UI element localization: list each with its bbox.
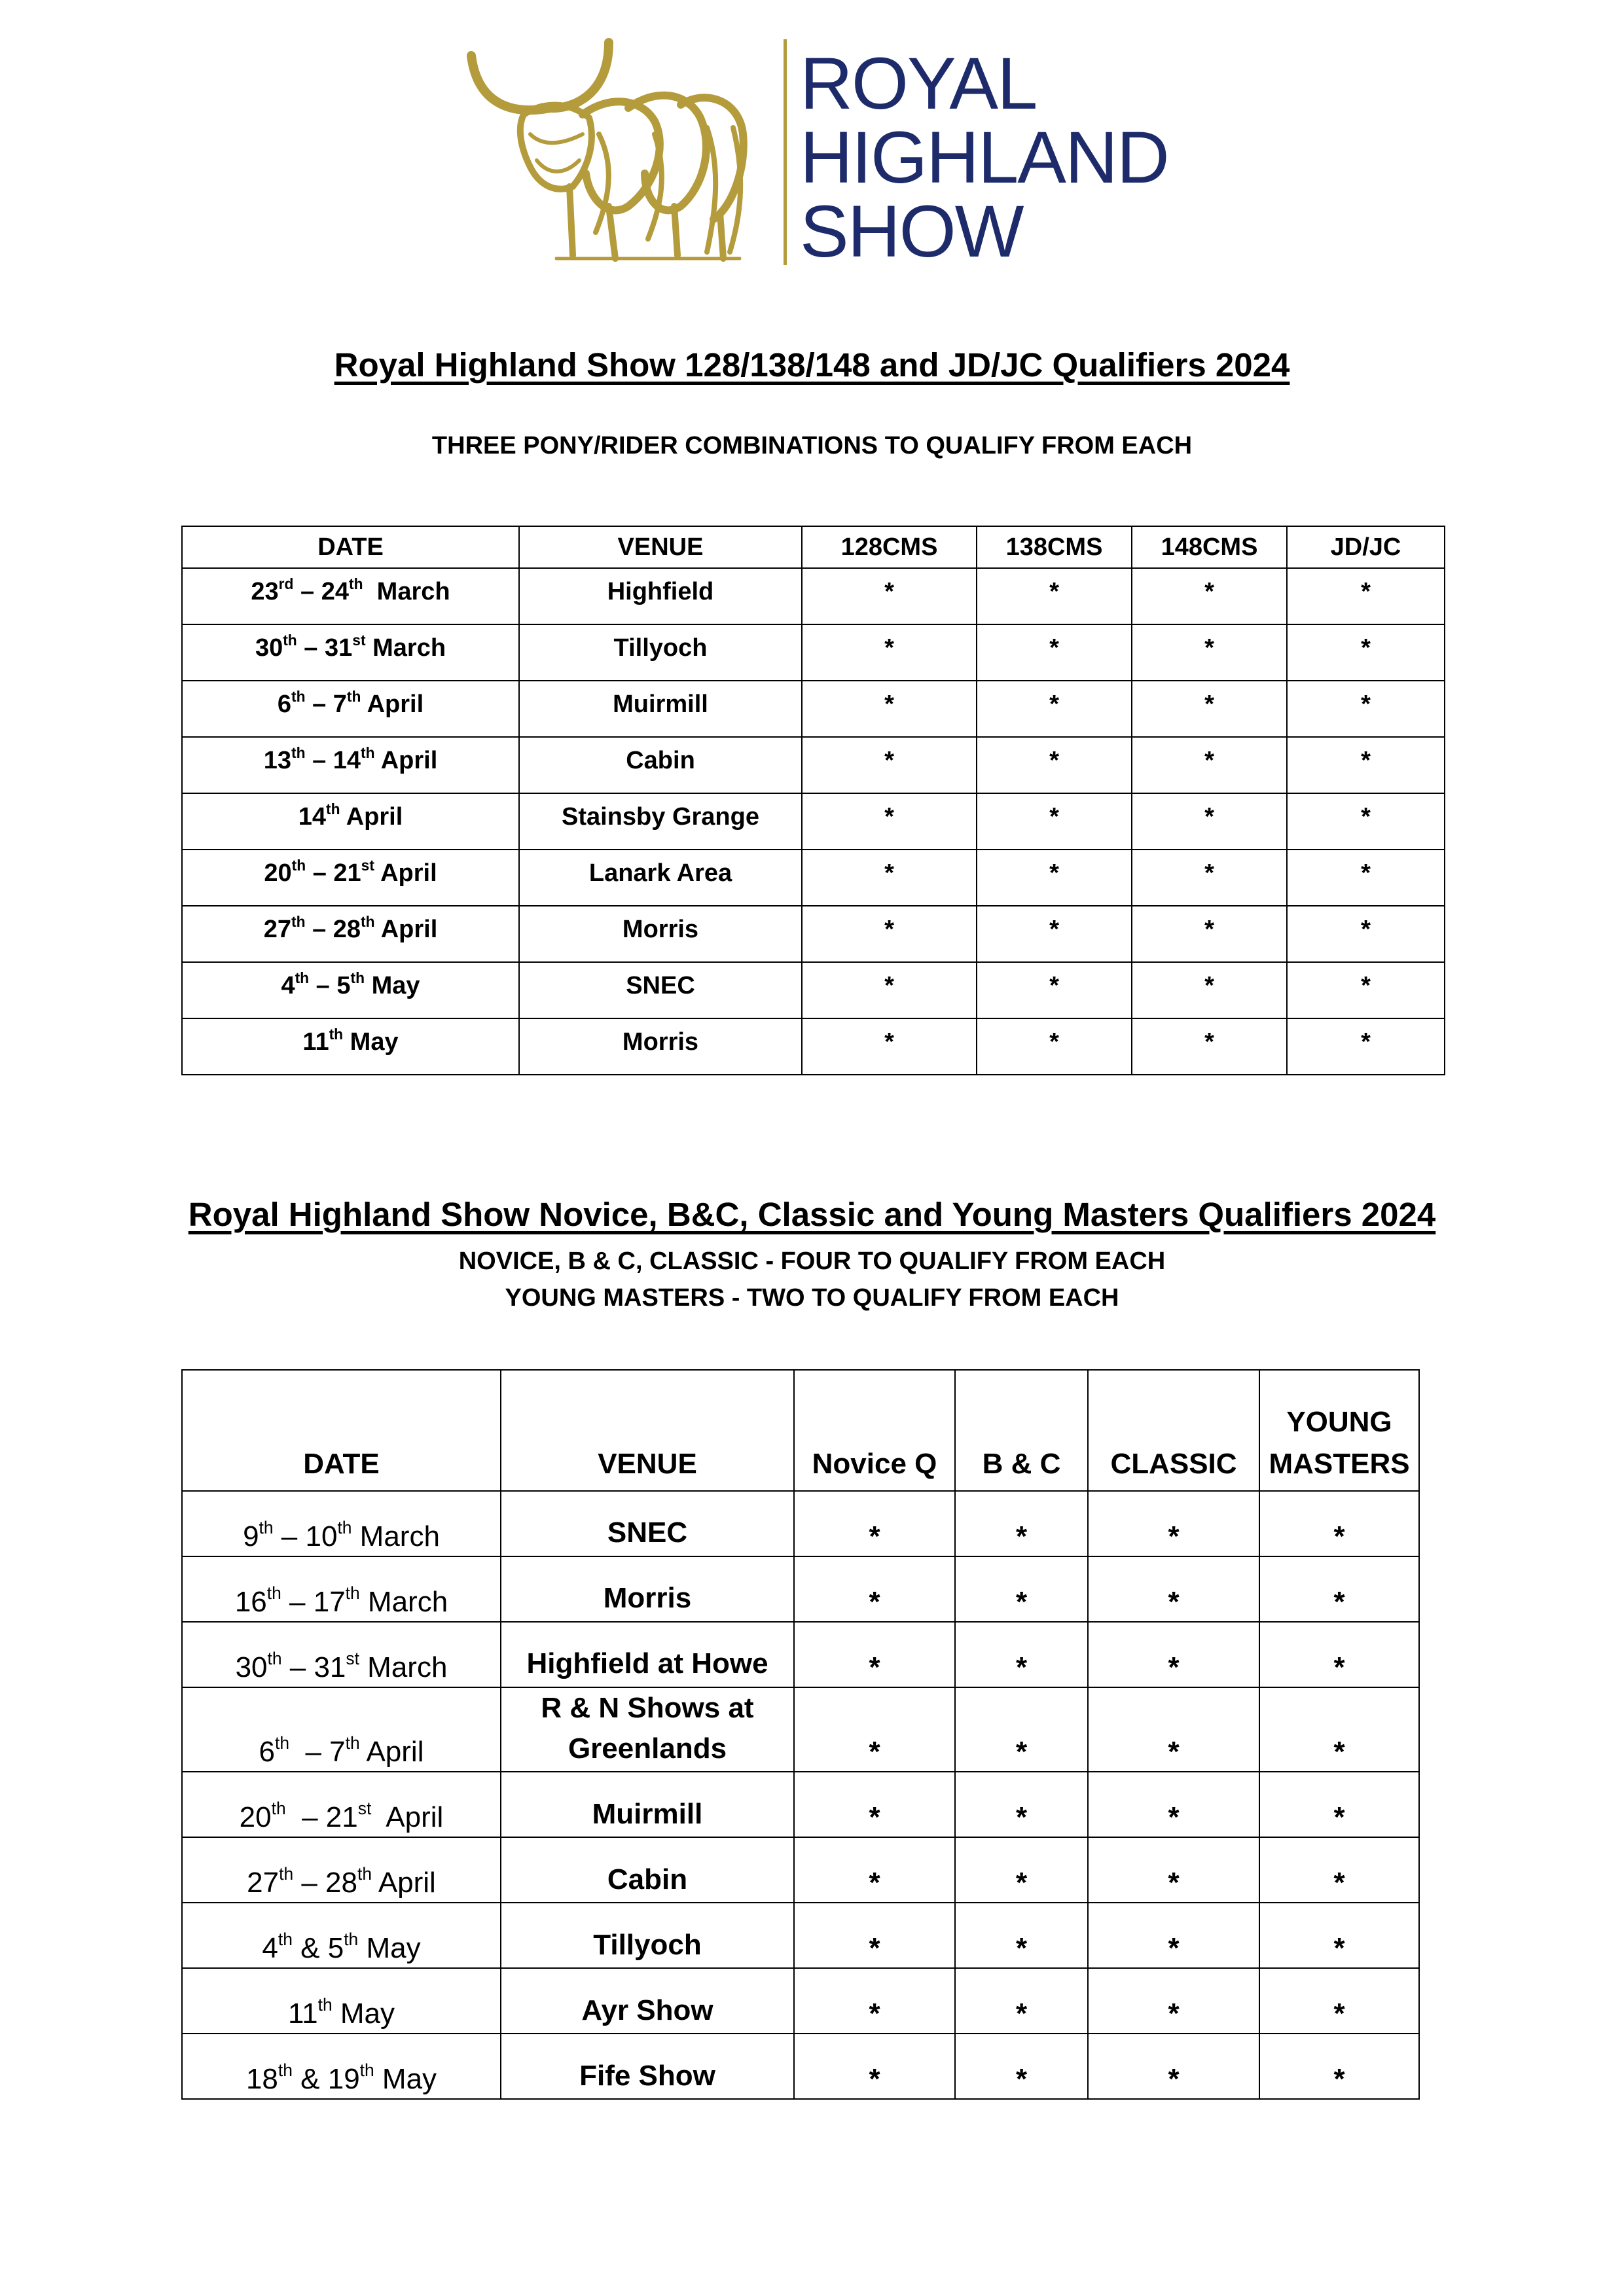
date-cell — [182, 1556, 501, 1622]
qualifier-mark: * — [1088, 1491, 1259, 1556]
date-start-suffix: th — [326, 800, 340, 817]
table-row — [182, 906, 1445, 962]
date-separator: – — [297, 634, 325, 662]
date-end-suffix: th — [350, 969, 365, 986]
venue-cell: Muirmill — [519, 681, 802, 737]
highland-cow-icon — [458, 36, 759, 272]
qualifier-mark: * — [1259, 1837, 1419, 1903]
table-row — [182, 737, 1445, 793]
table-row — [182, 1491, 1419, 1556]
qualifier-mark: * — [1088, 1968, 1259, 2034]
column-header-138cms: 138CMS — [977, 526, 1132, 568]
qualifier-mark: * — [1088, 2034, 1259, 2099]
qualifier-mark: * — [1088, 1772, 1259, 1837]
venue-cell — [501, 1687, 794, 1772]
qualifier-mark: * — [1132, 793, 1287, 850]
venue-cell: Tillyoch — [519, 624, 802, 681]
date-start-suffix: rd — [278, 575, 294, 592]
qualifier-mark: * — [955, 1556, 1088, 1622]
venue-cell: SNEC — [519, 962, 802, 1018]
qualifier-mark: * — [977, 568, 1132, 624]
date-month: March — [359, 1651, 448, 1683]
date-start-day: 30 — [255, 634, 283, 662]
qualifier-mark: * — [802, 850, 977, 906]
qualifier-mark: * — [977, 1018, 1132, 1075]
qualifier-mark: * — [794, 1687, 955, 1772]
section2-title: Royal Highland Show Novice, B&C, Classic and Young Masters Qualifiers 2024 — [188, 1196, 1436, 1233]
date-start-suffix: th — [317, 1995, 333, 2015]
header-masters: MASTERS — [1269, 1448, 1410, 1480]
date-start-day: 18 — [245, 2063, 278, 2096]
date-start-day: 11 — [302, 1028, 329, 1056]
venue-cell — [501, 1837, 794, 1903]
date-month: March — [363, 578, 450, 605]
column-header-venue: VENUE — [501, 1370, 794, 1491]
qualifier-mark: * — [977, 962, 1132, 1018]
qualifier-mark: * — [1088, 1903, 1259, 1968]
date-month: May — [374, 2063, 437, 2096]
date-cell — [182, 568, 519, 624]
date-cell — [182, 850, 519, 906]
venue-cell — [501, 1491, 794, 1556]
venue-cell: Lanark Area — [519, 850, 802, 906]
qualifier-mark: * — [1259, 1491, 1419, 1556]
date-end-suffix: th — [346, 688, 361, 705]
column-header-young-masters — [1259, 1370, 1419, 1491]
logo-divider — [784, 39, 787, 265]
date-separator: – — [289, 1736, 330, 1768]
table-row — [182, 2034, 1419, 2099]
date-end-day: 31 — [325, 634, 353, 662]
column-header-148cms: 148CMS — [1132, 526, 1287, 568]
qualifier-mark: * — [977, 906, 1132, 962]
venue-cell — [501, 1968, 794, 2034]
table-header-row — [182, 526, 1445, 568]
qualifier-mark: * — [955, 1903, 1088, 1968]
date-end-suffix: th — [359, 2060, 374, 2081]
date-end-day: 17 — [313, 1586, 346, 1618]
qualifier-mark: * — [1132, 850, 1287, 906]
date-start-suffix: th — [279, 1864, 294, 1884]
date-cell — [182, 1903, 501, 1968]
venue-line-1: Morris — [603, 1582, 692, 1615]
table-row — [182, 1687, 1419, 1772]
qualifier-mark: * — [1259, 2034, 1419, 2099]
qualifier-mark: * — [1132, 681, 1287, 737]
logo-text-highland: HIGHLAND — [800, 117, 1168, 198]
date-separator: – — [273, 1520, 306, 1552]
date-end-day: 28 — [333, 916, 361, 943]
date-end-suffix: th — [337, 1518, 352, 1537]
date-end-suffix: th — [349, 575, 363, 592]
qualifier-mark: * — [794, 1491, 955, 1556]
date-cell — [182, 906, 519, 962]
date-separator: – — [309, 972, 337, 999]
qualifier-mark: * — [977, 850, 1132, 906]
date-cell — [182, 1491, 501, 1556]
date-end-suffix: th — [361, 744, 375, 761]
date-end-day: 5 — [336, 972, 351, 999]
date-month: April — [359, 1736, 424, 1768]
date-end-day: 10 — [305, 1520, 338, 1552]
qualifier-mark: * — [1259, 1556, 1419, 1622]
date-start-day: 23 — [251, 578, 279, 605]
date-separator: – — [305, 691, 333, 718]
venue-cell: Morris — [519, 906, 802, 962]
date-start-day: 27 — [263, 916, 291, 943]
date-cell — [182, 1687, 501, 1772]
column-header-date: DATE — [182, 1370, 501, 1491]
qualifier-mark: * — [794, 1772, 955, 1837]
qualifier-mark: * — [1132, 737, 1287, 793]
date-start-day: 30 — [235, 1651, 268, 1683]
date-start-day: 13 — [263, 747, 291, 774]
qualifier-mark: * — [1287, 681, 1445, 737]
date-cell — [182, 1772, 501, 1837]
date-separator: – — [293, 1867, 326, 1899]
logo-text-royal: ROYAL — [800, 43, 1037, 124]
qualifier-mark: * — [794, 1622, 955, 1687]
date-end-suffix: th — [361, 913, 375, 930]
date-separator: – — [281, 1651, 314, 1683]
table-header-row — [182, 1370, 1419, 1491]
qualifier-mark: * — [1287, 737, 1445, 793]
venue-line-1: SNEC — [607, 1516, 688, 1549]
qualifier-mark: * — [802, 906, 977, 962]
table-row — [182, 1556, 1419, 1622]
qualifier-mark: * — [802, 1018, 977, 1075]
qualifiers-table-1 — [181, 526, 1445, 1075]
date-end-day: 5 — [327, 1932, 344, 1965]
venue-cell — [501, 1772, 794, 1837]
qualifier-mark: * — [802, 681, 977, 737]
logo-text-show: SHOW — [800, 190, 1023, 272]
section1-subtitle: THREE PONY/RIDER COMBINATIONS TO QUALIFY FROM EACH — [431, 432, 1193, 459]
qualifier-mark: * — [955, 1687, 1088, 1772]
date-start-day: 6 — [277, 691, 291, 718]
qualifier-mark: * — [1259, 1687, 1419, 1772]
table-row — [182, 568, 1445, 624]
table-row — [182, 1837, 1419, 1903]
date-start-suffix: th — [266, 1583, 281, 1603]
date-cell — [182, 1018, 519, 1075]
column-header-novice-q: Novice Q — [794, 1370, 955, 1491]
table-row — [182, 681, 1445, 737]
date-end-suffix: st — [346, 1649, 359, 1668]
date-month: March — [365, 634, 446, 662]
date-month: April — [374, 747, 438, 774]
qualifier-mark: * — [802, 737, 977, 793]
date-separator: & — [292, 2063, 328, 2096]
qualifier-mark: * — [794, 1968, 955, 2034]
date-start-suffix: th — [259, 1518, 274, 1537]
date-end-day: 24 — [321, 578, 350, 605]
qualifier-mark: * — [977, 793, 1132, 850]
date-start-day: 6 — [259, 1736, 275, 1768]
venue-line-1: Tillyoch — [593, 1928, 702, 1961]
column-header-jdjc: JD/JC — [1287, 526, 1445, 568]
date-start-suffix: th — [329, 1026, 344, 1043]
date-cell — [182, 1968, 501, 2034]
date-end-suffix: st — [361, 857, 374, 874]
venue-cell — [501, 1622, 794, 1687]
column-header-date: DATE — [182, 526, 519, 568]
qualifier-mark: * — [802, 962, 977, 1018]
date-start-suffix: th — [291, 857, 306, 874]
qualifier-mark: * — [794, 2034, 955, 2099]
qualifier-mark: * — [1259, 1622, 1419, 1687]
venue-line-1: Fife Show — [579, 2059, 715, 2092]
qualifier-mark: * — [1287, 906, 1445, 962]
section2-subtitle-1: NOVICE, B & C, CLASSIC - FOUR TO QUALIFY FROM EACH — [458, 1247, 1166, 1275]
venue-cell: Morris — [519, 1018, 802, 1075]
date-start-day: 14 — [298, 803, 327, 831]
date-start-day: 20 — [264, 859, 292, 887]
date-start-day: 11 — [287, 1998, 318, 2030]
venue-line-2: Greenlands — [568, 1732, 727, 1765]
date-end-day: 31 — [314, 1651, 346, 1683]
qualifier-mark: * — [794, 1837, 955, 1903]
date-month: April — [371, 1801, 444, 1834]
venue-line-1: Highfield at Howe — [526, 1647, 768, 1680]
date-end-day: 19 — [327, 2063, 360, 2096]
qualifier-mark: * — [802, 624, 977, 681]
venue-line-1: R & N Shows at — [541, 1692, 754, 1724]
qualifier-mark: * — [1287, 624, 1445, 681]
date-end-day: 21 — [325, 1801, 358, 1834]
date-cell — [182, 2034, 501, 2099]
qualifier-mark: * — [955, 1837, 1088, 1903]
table-row — [182, 850, 1445, 906]
date-start-day: 4 — [262, 1932, 278, 1965]
section2-subtitle-2: YOUNG MASTERS - TWO TO QUALIFY FROM EACH — [505, 1284, 1119, 1312]
qualifier-mark: * — [1287, 850, 1445, 906]
date-end-suffix: th — [345, 1583, 360, 1603]
date-start-suffix: th — [295, 969, 310, 986]
date-cell — [182, 1837, 501, 1903]
date-month: May — [332, 1998, 395, 2030]
date-cell — [182, 681, 519, 737]
qualifier-mark: * — [1132, 906, 1287, 962]
date-separator: – — [285, 1801, 326, 1834]
qualifier-mark: * — [977, 737, 1132, 793]
date-start-day: 9 — [243, 1520, 259, 1552]
date-separator: – — [281, 1586, 314, 1618]
date-separator: – — [305, 747, 333, 774]
date-month: April — [361, 691, 424, 718]
qualifier-mark: * — [955, 1968, 1088, 2034]
qualifier-mark: * — [802, 568, 977, 624]
column-header-b-and-c: B & C — [955, 1370, 1088, 1491]
qualifier-mark: * — [1088, 1837, 1259, 1903]
date-cell — [182, 1622, 501, 1687]
qualifier-mark: * — [802, 793, 977, 850]
date-start-suffix: th — [283, 632, 297, 649]
qualifier-mark: * — [1287, 568, 1445, 624]
table-row — [182, 793, 1445, 850]
qualifiers-table-2 — [181, 1369, 1420, 2100]
date-start-suffix: th — [278, 2060, 293, 2081]
date-start-day: 16 — [234, 1586, 267, 1618]
date-start-suffix: th — [291, 744, 306, 761]
date-separator: – — [305, 916, 333, 943]
header-young: YOUNG — [1286, 1406, 1392, 1439]
qualifier-mark: * — [1088, 1622, 1259, 1687]
date-cell — [182, 962, 519, 1018]
venue-cell — [501, 1903, 794, 1968]
date-cell — [182, 624, 519, 681]
venue-cell: Highfield — [519, 568, 802, 624]
table-row — [182, 1968, 1419, 2034]
qualifier-mark: * — [1132, 1018, 1287, 1075]
date-end-suffix: th — [344, 1929, 359, 1950]
column-header-venue: VENUE — [519, 526, 802, 568]
date-start-suffix: th — [271, 1799, 286, 1819]
date-end-day: 21 — [333, 859, 361, 887]
date-start-suffix: th — [267, 1649, 282, 1668]
date-start-day: 4 — [281, 972, 295, 999]
venue-cell: Stainsby Grange — [519, 793, 802, 850]
column-header-classic: CLASSIC — [1088, 1370, 1259, 1491]
date-month: May — [358, 1932, 421, 1965]
date-start-day: 20 — [239, 1801, 272, 1834]
qualifier-mark: * — [1132, 962, 1287, 1018]
date-start-suffix: th — [291, 688, 306, 705]
date-month: April — [374, 859, 437, 887]
qualifier-mark: * — [955, 1491, 1088, 1556]
date-month: May — [365, 972, 420, 999]
date-start-suffix: th — [291, 913, 306, 930]
venue-cell: Cabin — [519, 737, 802, 793]
date-end-suffix: st — [352, 632, 366, 649]
qualifier-mark: * — [1287, 1018, 1445, 1075]
date-separator: – — [293, 578, 321, 605]
qualifier-mark: * — [977, 681, 1132, 737]
qualifier-mark: * — [794, 1903, 955, 1968]
qualifier-mark: * — [1287, 962, 1445, 1018]
date-month: March — [352, 1520, 440, 1552]
date-end-suffix: th — [357, 1864, 372, 1884]
table-row — [182, 1018, 1445, 1075]
qualifier-mark: * — [1132, 568, 1287, 624]
qualifier-mark: * — [955, 1772, 1088, 1837]
table-row — [182, 962, 1445, 1018]
date-month: May — [343, 1028, 399, 1056]
date-separator: – — [306, 859, 334, 887]
date-cell — [182, 737, 519, 793]
table-row — [182, 1903, 1419, 1968]
date-month: March — [359, 1586, 448, 1618]
date-start-suffix: th — [278, 1929, 293, 1950]
qualifier-mark: * — [977, 624, 1132, 681]
date-month: April — [372, 1867, 436, 1899]
venue-cell — [501, 2034, 794, 2099]
venue-line-1: Ayr Show — [581, 1994, 713, 2026]
date-separator: & — [292, 1932, 328, 1965]
date-month: April — [374, 916, 438, 943]
qualifier-mark: * — [955, 2034, 1088, 2099]
qualifier-mark: * — [1132, 624, 1287, 681]
qualifier-mark: * — [1259, 1968, 1419, 2034]
date-end-suffix: st — [357, 1799, 372, 1819]
qualifier-mark: * — [1287, 793, 1445, 850]
date-end-day: 28 — [325, 1867, 357, 1899]
date-end-day: 7 — [329, 1736, 346, 1768]
qualifier-mark: * — [1259, 1903, 1419, 1968]
section1-title: Royal Highland Show 128/138/148 and JD/JC Qualifiers 2024 — [334, 346, 1290, 384]
date-start-day: 27 — [247, 1867, 280, 1899]
qualifier-mark: * — [1259, 1772, 1419, 1837]
qualifier-mark: * — [955, 1622, 1088, 1687]
venue-line-1: Muirmill — [592, 1797, 703, 1830]
qualifier-mark: * — [794, 1556, 955, 1622]
date-end-day: 7 — [333, 691, 347, 718]
table-row — [182, 1622, 1419, 1687]
date-end-suffix: th — [345, 1733, 360, 1753]
venue-cell — [501, 1556, 794, 1622]
table-row — [182, 624, 1445, 681]
date-cell — [182, 793, 519, 850]
table-row — [182, 1772, 1419, 1837]
date-month: April — [340, 803, 403, 831]
qualifier-mark: * — [1088, 1556, 1259, 1622]
date-start-suffix: th — [274, 1733, 289, 1753]
qualifier-mark: * — [1088, 1687, 1259, 1772]
column-header-128cms: 128CMS — [802, 526, 977, 568]
date-end-day: 14 — [333, 747, 361, 774]
venue-line-1: Cabin — [607, 1863, 688, 1895]
